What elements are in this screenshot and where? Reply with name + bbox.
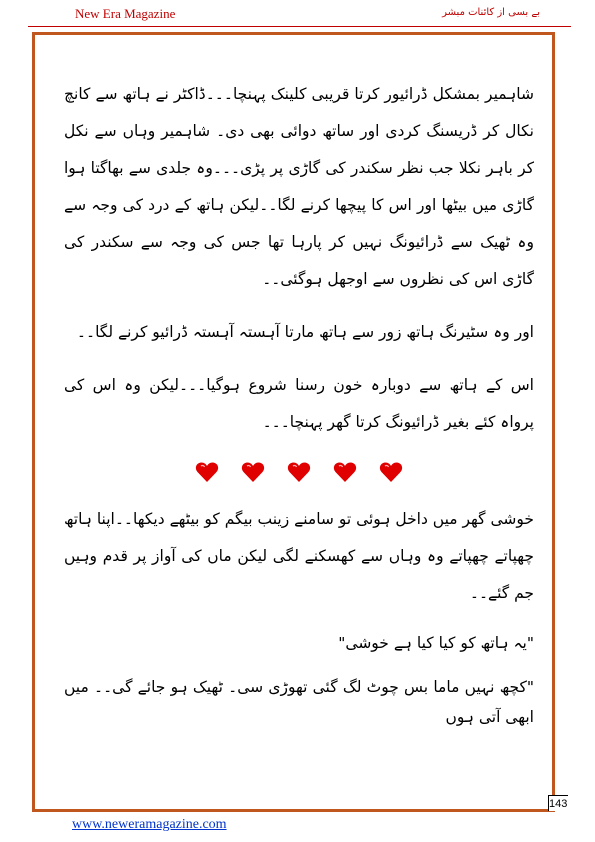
header-divider xyxy=(28,26,571,27)
dialogue-line: "یہ ہاتھ کو کیا کیا ہے خوشی" xyxy=(338,634,534,652)
heart-icon xyxy=(379,461,403,483)
article-body xyxy=(64,76,534,746)
heart-icon xyxy=(287,461,311,483)
section-divider xyxy=(64,461,534,483)
heart-icon xyxy=(333,461,357,483)
paragraph: اور وہ سٹیرنگ ہاتھ زور سے ہاتھ مارتا آہستہ آہستہ ڈرائیو کرنے لگا۔۔ xyxy=(76,323,534,341)
heart-icon xyxy=(195,461,219,483)
website-link[interactable]: www.neweramagazine.com xyxy=(72,817,227,832)
paragraph: اس کے ہاتھ سے دوبارہ خون رسنا شروع ہوگیا۔۔۔لیکن وہ اس کی پرواہ کئے بغیر ڈرائیونگ کرتا گھر پہنچا۔۔۔ xyxy=(64,376,534,431)
paragraph: خوشی گھر میں داخل ہوئی تو سامنے زینب بیگم کو بیٹھے دیکھا۔۔اپنا ہاتھ چھپاتے چھپاتے وہ وہاں سے کھسکنے لگی لیکن ماں کی آواز پر قدم وہیں جم گئے۔۔ xyxy=(63,510,534,602)
novel-title: بے بسی از کائنات مبشر xyxy=(442,7,540,18)
heart-icon xyxy=(241,461,265,483)
magazine-name: New Era Magazine xyxy=(75,6,176,21)
dialogue-line: "کچھ نہیں ماما بس چوٹ لگ گئی تھوڑی سی۔ ٹھیک ہو جائے گی۔۔ میں ابھی آتی ہوں xyxy=(64,678,534,726)
paragraph: شاہمیر بمشکل ڈرائیور کرتا قریبی کلینک پہنچا۔۔۔ڈاکٹر نے ہاتھ سے کانچ نکال کر ڈریسنگ کردی اور ساتھ دوائی بھی دی۔ شاہمیر وہاں سے نکل کر باہر نکلا جب نظر سکندر کی گاڑی پر پڑی۔۔۔وہ جلدی سے بھاگتا ہوا گاڑی میں بیٹھا اور اس کا پیچھا کرنے لگا۔۔لیکن ہاتھ کے درد کی وجہ سے وہ ٹھیک سے ڈرائیونگ نہیں کر پارہا تھا جس کی وجہ سے سکندر کی گاڑی اس کی نظروں سے اوجھل ہوگئی۔۔ xyxy=(64,85,534,288)
page-number: 143 xyxy=(548,795,568,811)
